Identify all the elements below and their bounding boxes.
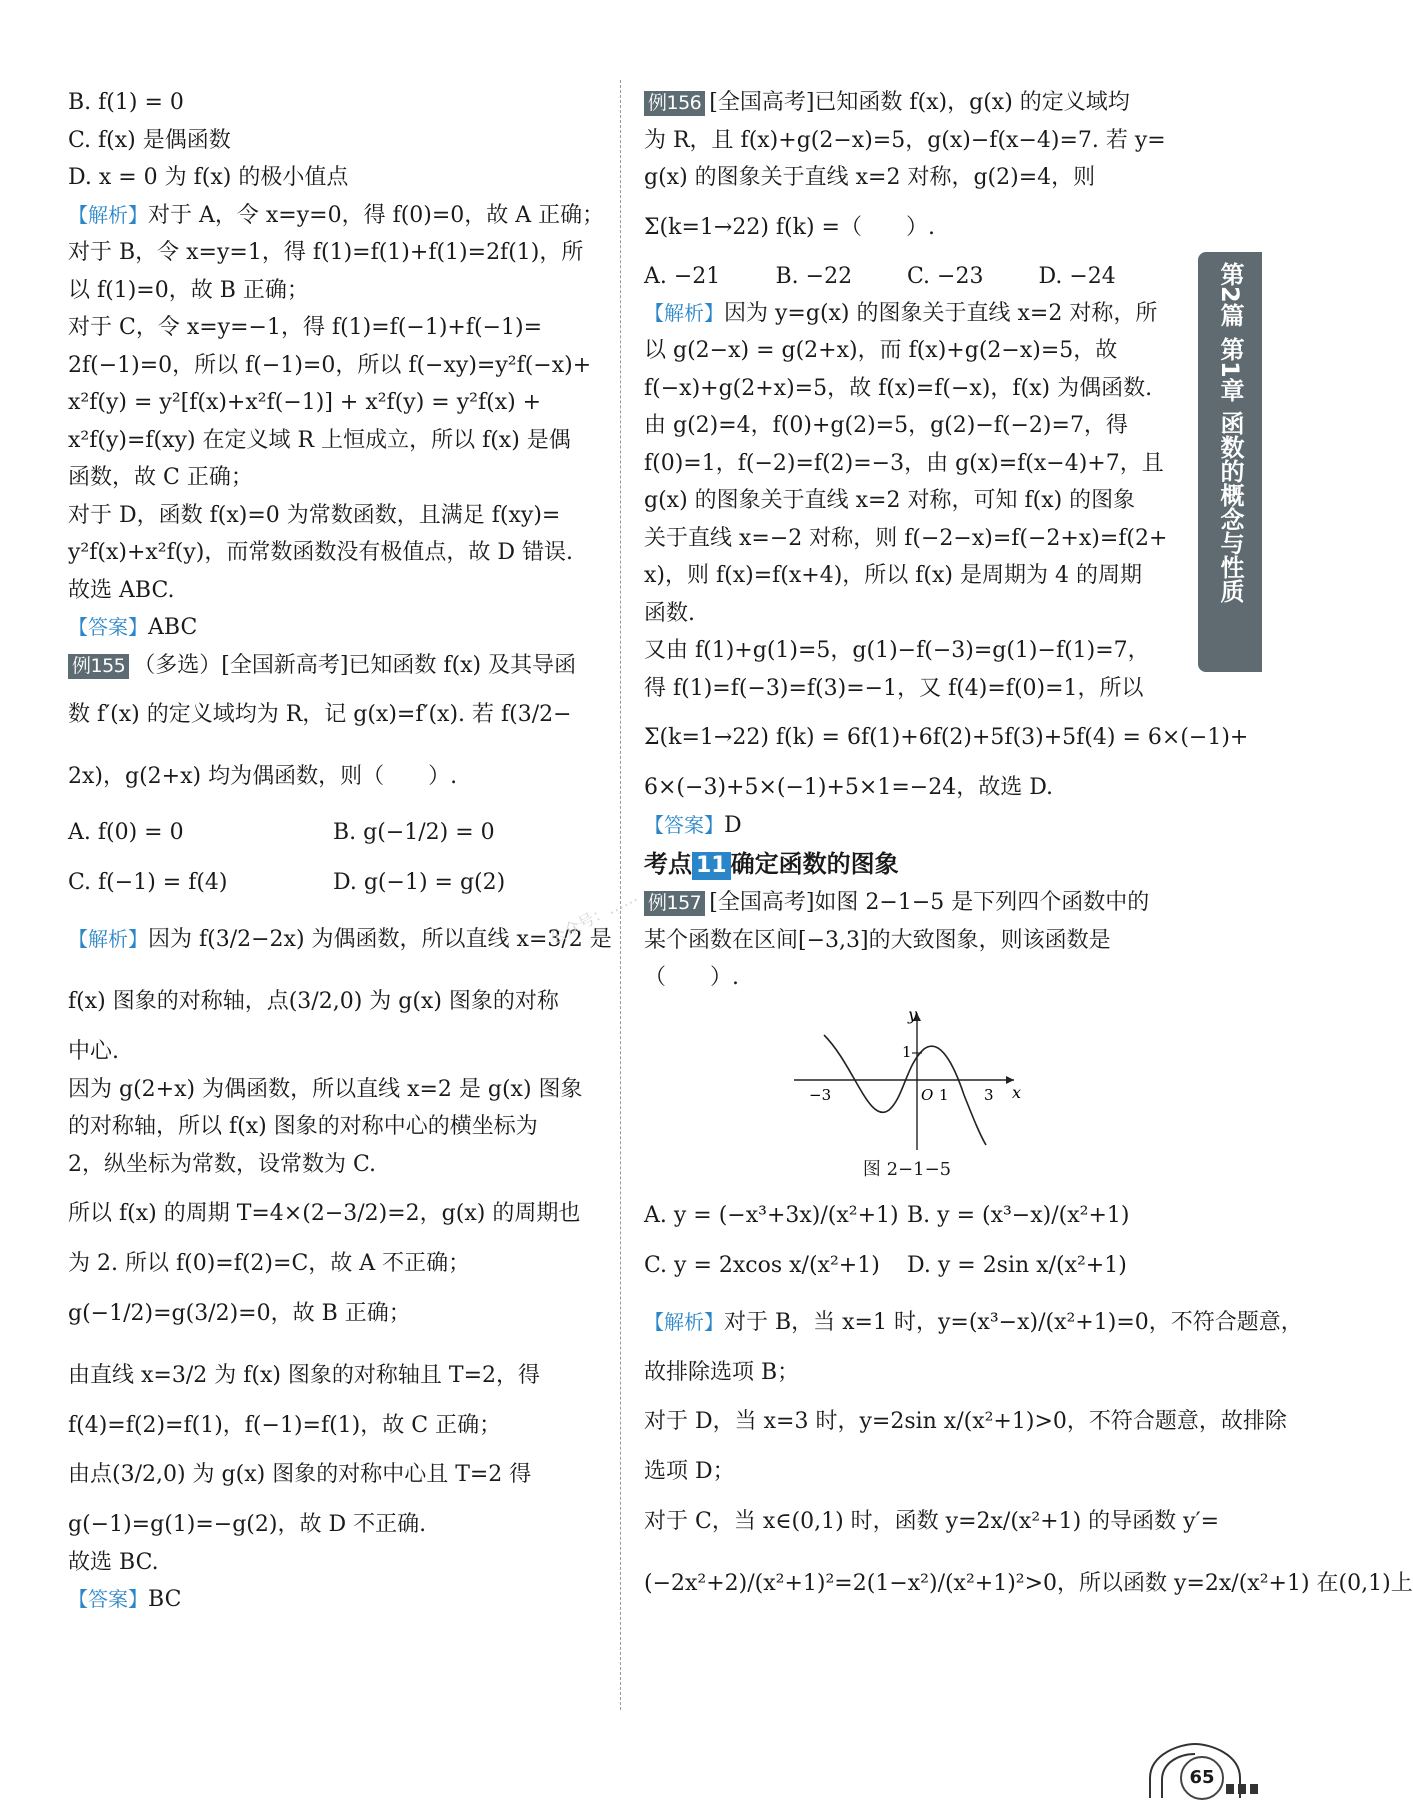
example-155-stem: 2x)，g(2+x) 均为偶函数，则（ ）. — [68, 764, 458, 789]
solution-line: 对于 D，函数 f(x)=0 为常数函数，且满足 f(xy)= — [68, 502, 561, 528]
analysis-label: 【解析】 — [644, 1309, 724, 1334]
tick-label: 1 — [902, 1042, 912, 1061]
solution-line: 所以 f(x) 的周期 T=4×(2−3/2)=2，g(x) 的周期也 — [68, 1201, 581, 1226]
section-title: 确定函数的图象 — [730, 850, 899, 878]
watermark: 公众号：…… — [546, 886, 641, 949]
solution-line: Σ(k=1→22) f(k) = 6f(1)+6f(2)+5f(3)+5f(4) = 6×(−1)+ — [644, 725, 1249, 750]
solution-line: f(−x)+g(2+x)=5，故 f(x)=f(−x)，f(x) 为偶函数. — [644, 375, 1153, 401]
solution-line: 因为 g(2+x) 为偶函数，所以直线 x=2 是 g(x) 图象 — [68, 1076, 583, 1102]
option-d: D. x = 0 为 f(x) 的极小值点 — [68, 165, 349, 190]
example-155-options — [68, 858, 598, 908]
example-157-stem: （ ）. — [644, 965, 739, 990]
solution-line: g(−1)=g(1)=−g(2)，故 D 不正确. — [68, 1512, 427, 1537]
solution-line: 由 g(2)=4，f(0)+g(2)=5，g(2)−f(−2)=7，得 — [644, 413, 1128, 438]
example-155-stem: 数 f′(x) 的定义域均为 R，记 g(x)=f′(x). 若 f(3/2− — [68, 702, 572, 727]
solution-line: f(x) 图象的对称轴，点(3/2,0) 为 g(x) 图象的对称 — [68, 989, 559, 1014]
solution-line: g(x) 的图象关于直线 x=2 对称，可知 f(x) 的图象 — [644, 488, 1136, 513]
part-label: 第2篇 — [1216, 262, 1244, 327]
option-a: A. f(0) = 0 — [68, 820, 184, 845]
solution-line: 对于 D，当 x=3 时，y=2sin x/(x²+1)>0，不符合题意，故排除 — [644, 1409, 1287, 1434]
solution-line: f(4)=f(2)=f(1)，f(−1)=f(1)，故 C 正确； — [68, 1412, 502, 1438]
solution-line: 故排除选项 B； — [644, 1359, 800, 1385]
solution-line: 对于 C，当 x∈(0,1) 时，函数 y=2x/(x²+1) 的导函数 y′= — [644, 1508, 1219, 1534]
analysis-label: 【解析】 — [68, 202, 148, 227]
tick-label: O — [921, 1085, 934, 1104]
example-156-options — [644, 259, 1170, 295]
solution-line: x)，则 f(x)=f(x+4)，所以 f(x) 是周期为 4 的周期 — [644, 563, 1142, 588]
solution-line: f(0)=1，f(−2)=f(2)=−3，由 g(x)=f(x−4)+7，且 — [644, 450, 1164, 476]
solution-line: 函数. — [644, 600, 695, 626]
function-graph — [644, 1005, 1170, 1155]
option-c: C. y = 2xcos x/(x²+1) — [644, 1252, 880, 1278]
option-b: B. −22 — [775, 263, 853, 289]
solution-line: 2f(−1)=0，所以 f(−1)=0，所以 f(−xy)=y²f(−x)+ — [68, 352, 592, 378]
example-157-options — [644, 1191, 1170, 1241]
solution-line: 对于 C，令 x=y=−1，得 f(1)=f(−1)+f(−1)= — [68, 315, 543, 340]
analysis-label: 【解析】 — [644, 300, 724, 325]
example-157-options — [644, 1241, 1170, 1291]
example-156-stem: Σ(k=1→22) f(k) =（ ）. — [644, 214, 935, 240]
solution-line: g(−1/2)=g(3/2)=0，故 B 正确； — [68, 1300, 411, 1326]
option-c: C. f(x) 是偶函数 — [68, 127, 231, 153]
solution-line: 由直线 x=3/2 为 f(x) 图象的对称轴且 T=2，得 — [68, 1362, 541, 1388]
solution-line: 6×(−3)+5×(−1)+5×1=−24，故选 D. — [644, 775, 1054, 800]
solution-line: 故选 ABC. — [68, 577, 175, 603]
example-157-stem: 某个函数在区间[−3,3]的大致图象，则该函数是 — [644, 927, 1111, 953]
answer-line — [644, 807, 1170, 845]
answer-label: 【答案】 — [68, 615, 148, 639]
answer-line — [68, 609, 598, 647]
y-axis-label: y — [908, 1004, 918, 1024]
solution-line: 又由 f(1)+g(1)=5，g(1)−f(−3)=g(1)−f(1)=7， — [644, 638, 1150, 663]
option-b: B. y = (x³−x)/(x²+1) — [907, 1202, 1130, 1228]
example-156-stem: 为 R，且 f(x)+g(2−x)=5，g(x)−f(x−4)=7. 若 y= — [644, 127, 1166, 153]
option-d: D. y = 2sin x/(x²+1) — [907, 1252, 1127, 1278]
solution-line: 对于 B，令 x=y=1，得 f(1)=f(1)+f(1)=2f(1)，所 — [68, 240, 584, 265]
section-heading — [644, 844, 1170, 884]
solution-line: 故选 BC. — [68, 1549, 159, 1575]
section-number: 11 — [692, 852, 731, 880]
solution-line: x²f(y)=f(xy) 在定义域 R 上恒成立，所以 f(x) 是偶 — [68, 427, 571, 453]
option-d: D. g(−1) = g(2) — [333, 870, 506, 895]
example-156-stem: 例156 [全国高考]已知函数 f(x)，g(x) 的定义域均 — [644, 84, 1170, 122]
answer-value: ABC — [148, 615, 198, 640]
function-graph-figure — [644, 1005, 1170, 1155]
x-axis-label: x — [1012, 1082, 1022, 1102]
tick-label: −3 — [809, 1085, 832, 1104]
solution-line: 【解析】因为 y=g(x) 的图象关于直线 x=2 对称，所 — [644, 300, 1158, 326]
option-b: B. g(−1/2) = 0 — [333, 820, 495, 845]
solution-line: 以 f(1)=0，故 B 正确； — [68, 277, 309, 303]
solution-line: 的对称轴，所以 f(x) 图象的对称中心的横坐标为 — [68, 1114, 538, 1139]
chapter-label: 第1章 — [1216, 336, 1244, 402]
solution-line: 由点(3/2,0) 为 g(x) 图象的对称中心且 T=2 得 — [68, 1462, 532, 1487]
example-155-options — [68, 808, 598, 858]
figure-caption: 图 2−1−5 — [862, 1158, 952, 1180]
page-decoration-bars — [1226, 1784, 1258, 1794]
example-156-stem: g(x) 的图象关于直线 x=2 对称，g(2)=4，则 — [644, 165, 1096, 190]
option-a: A. y = (−x³+3x)/(x²+1) — [644, 1202, 899, 1228]
solution-line: 关于直线 x=−2 对称，则 f(−2−x)=f(−2+x)=f(2+ — [644, 525, 1168, 551]
left-column — [68, 84, 612, 1619]
analysis-label: 【解析】 — [68, 927, 148, 951]
solution-line: (−2x²+2)/(x²+1)²=2(1−x²)/(x²+1)²>0，所以函数 y=2x/(x²+1) 在(0,1)上 — [644, 1570, 1413, 1596]
example-155-stem: 例155 （多选）[全国新高考]已知函数 f(x) 及其导函 — [68, 647, 598, 685]
solution-line: 得 f(1)=f(−3)=f(3)=−1，又 f(4)=f(0)=1，所以 — [644, 675, 1144, 701]
example-tag: 例156 — [644, 91, 705, 116]
solution-line: 函数，故 C 正确； — [68, 465, 253, 490]
solution-line: 选项 D； — [644, 1459, 735, 1484]
tick-label: 1 — [939, 1085, 949, 1104]
example-tag: 例155 — [68, 654, 129, 679]
side-tab-text — [1198, 262, 1262, 603]
solution-line: 【解析】因为 f(3/2−2x) 为偶函数，所以直线 x=3/2 是 — [68, 927, 612, 952]
option-c: C. f(−1) = f(4) — [68, 870, 228, 895]
answer-label: 【答案】 — [644, 812, 724, 837]
answer-value: D — [724, 812, 742, 838]
option-d: D. −24 — [1038, 263, 1116, 289]
answer-value: BC — [148, 1587, 182, 1612]
solution-line: y²f(x)+x²f(y)，而常数函数没有极值点，故 D 错误. — [68, 540, 573, 565]
tick-label: 3 — [984, 1085, 994, 1104]
solution-line: 以 g(2−x) = g(2+x)，而 f(x)+g(2−x)=5，故 — [644, 338, 1118, 363]
section-prefix: 考点 — [644, 850, 692, 878]
page-number: 65 — [1180, 1756, 1224, 1800]
solution-line: 为 2. 所以 f(0)=f(2)=C，故 A 不正确； — [68, 1251, 471, 1276]
option-c: C. −23 — [907, 263, 984, 289]
answer-label: 【答案】 — [68, 1587, 148, 1611]
solution-line: x²f(y) = y²[f(x)+x²f(−1)] + x²f(y) = y²f(x) + — [68, 390, 542, 415]
option-b: B. f(1) = 0 — [68, 90, 184, 115]
example-tag: 例157 — [644, 891, 705, 916]
option-a: A. −21 — [644, 263, 721, 289]
solution-line: 【解析】对于 A，令 x=y=0，得 f(0)=0，故 A 正确； — [68, 202, 605, 228]
chapter-side-tab — [1198, 252, 1262, 672]
example-157-stem: 例157 [全国高考]如图 2−1−5 是下列四个函数中的 — [644, 884, 1170, 922]
solution-line: 【解析】对于 B，当 x=1 时，y=(x³−x)/(x²+1)=0，不符合题意， — [644, 1309, 1303, 1335]
solution-line: 2，纵坐标为常数，设常数为 C. — [68, 1151, 377, 1177]
answer-line — [68, 1581, 598, 1619]
chapter-title: 函数的概念与性质 — [1216, 411, 1244, 604]
solution-line: 中心. — [68, 1039, 119, 1064]
